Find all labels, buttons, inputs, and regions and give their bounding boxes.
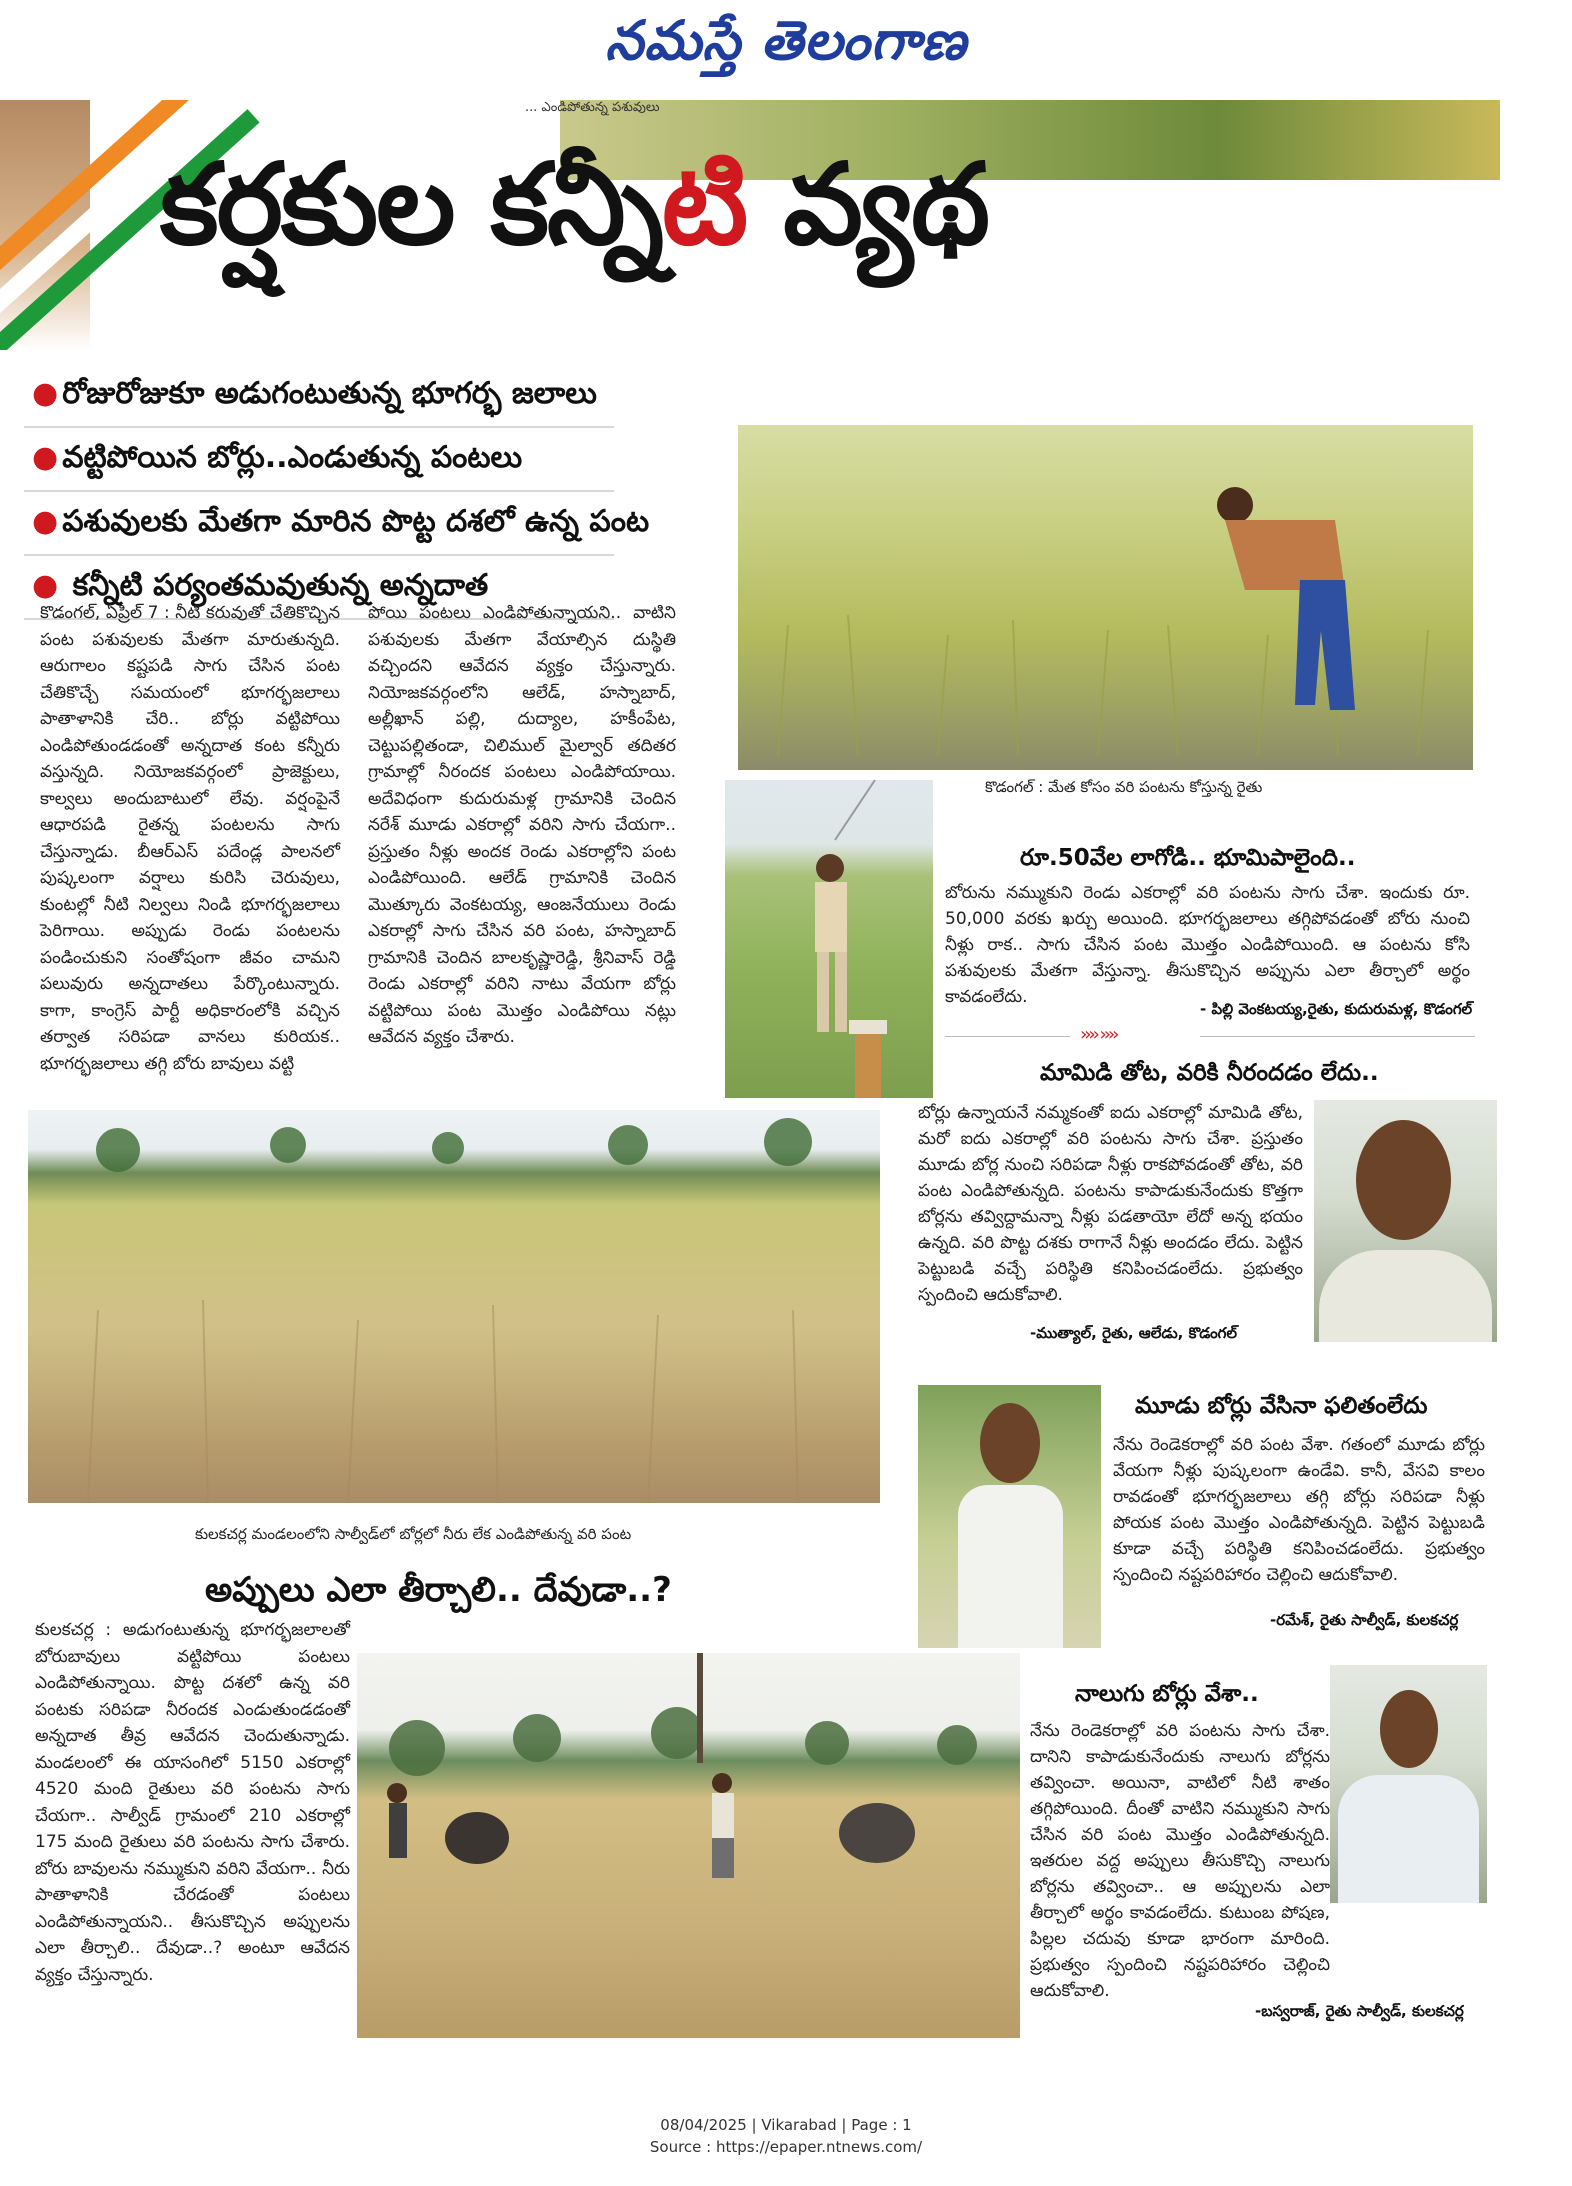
quote4-text-top <box>1030 1718 1330 2004</box>
shirt <box>1338 1775 1479 1903</box>
face <box>1356 1120 1451 1240</box>
footer-date-edition: 08/04/2025 | Vikarabad | Page : 1 <box>660 2116 912 2134</box>
main-photo-farmer-cutting-paddy <box>738 425 1473 770</box>
newspaper-logo: నమస్తే తెలంగాణ <box>605 8 967 72</box>
page-footer <box>0 2114 1572 2158</box>
white-vest <box>958 1485 1063 1648</box>
bullet-item: ● రోజురోజుకూ అడుగంటుతున్న భూగర్భ జలాలు <box>24 370 614 428</box>
article-column-2: పోయి పంటలు ఎండిపోతున్నాయని.. వాటిని పశువులకు మేతగా వేయాల్సిన దుస్థితి వచ్చిందని ఆవేదన వ్యక్తం చేస్తున్నారు. నియోజకవర్గంలోని ఆలేడ్, హస్నాబాద్, అల్లీఖాన్ పల్లి, దుద్యాల, హకీంపేట, చెట్టుపల్లితండా, చిలిముల్ మైల్వార్ తదితర గ్రామాల్లో నీరందక పంటలు ఎండిపోయాయి. అదేవిధంగా కుదురుమళ్ల గ్రామానికి చెందిన నరేశ్ మూడు ఎకరాల్లో వరిని సాగు చేయగా.. ప్రస్తుతం నీళ్లు అందక రెండు ఎకరాల్లోని పంట ఎండిపోయింది. ఆలేడ్ గ్రామానికి చెందిన మొత్కూరు వెంకటయ్య, ఆంజనేయులు రెండు ఎకరాల్లో సాగు చేసిన వరి పంట, హస్నాబాద్ గ్రామానికి చెందిన బాలకృష్ణారెడ్డి, శ్రీనివాస్ రెడ్డి రెండు ఎకరాల్లో వరిని నాటు వేయగా బోర్లు వట్టిపోయి పంట మొత్తం ఎండిపోయి నట్లు ఆవేదన వ్యక్తం చేశారు. <box>368 603 676 1047</box>
bullet-item: ● పశువులకు మేతగా మారిన పొట్ట దశలో ఉన్న పంట <box>24 498 614 556</box>
quote1-text: బోరును నమ్ముకుని రెండు ఎకరాల్లో వరి పంటను సాగు చేశా. ఇందుకు రూ. 50,000 వరకు ఖర్చు అయింది. భూగర్భజలాలు తగ్గిపోవడంతో బోరు నుంచి నీళ్లు రాక.. సాగు చేసిన పంట మొత్తం ఎండిపోయింది. ఆ పంటను కోసి పశువులకు మేతగా వేస్తున్నా. తీసుకొచ్చిన అప్పును ఎలా తీర్చాలో అర్థం కావడంలేదు. <box>945 883 1470 1007</box>
quote4-signature: -బస్వరాజ్, రైతు సాల్వీడ్, కులకచర్ల <box>1255 2002 1464 2020</box>
main-photo-caption: కొడంగల్ : మేత కోసం వరి పంటను కోస్తున్న రైతు <box>985 778 1263 796</box>
quote1-heading: రూ.50వేల లాగోడి.. భూమిపాలైంది.. <box>1020 845 1356 871</box>
article2-text: కులకచర్ల : అడుగంటుతున్న భూగర్భజలాలతో బోరుబావులు వట్టిపోయి పంటలు ఎండిపోతున్నాయి. పొట్ట దశలో ఉన్న వరి పంటకు సరిపడా నీరందక ఎండుతుండడంతో అన్నదాత తీవ్ర ఆవేదన చెందుతున్నాడు. మండలంలో ఈ యాసంగిలో 5150 ఎకరాల్లో 4520 మంది రైతులు వరి పంటను సాగు చేయగా.. సాల్వీడ్ గ్రామంలో 210 ఎకరాల్లో 175 మంది రైతులు వరి పంటను సాగు చేశారు. బోరు బావులను నమ్ముకుని వరిని వేయగా.. నీరు పాతాళానికి చేరడంతో పంటలు ఎండిపోతున్నాయని.. తీసుకొచ్చిన అప్పులను ఎలా తీర్చాలి.. దేవుడా..? అంటూ ఆవేదన వ్యక్తం చేస్తున్నారు. <box>35 1620 350 1985</box>
farmer-pipe-illustration <box>725 780 933 1098</box>
portrait-muthyal <box>1314 1100 1497 1342</box>
photo-farmer-with-borewell-pipe <box>725 780 933 1098</box>
quote1-signature: - పిల్లి వెంకటయ్య,రైతు, కుదురుమళ్ల, కొడంగల్ <box>1200 1000 1473 1018</box>
quote2-heading: మామిడి తోట, వరికి నీరందడం లేదు.. <box>1040 1060 1379 1086</box>
portrait-baswaraj <box>1330 1665 1487 1903</box>
bullet-list <box>24 370 650 626</box>
quote2-text: బోర్లు ఉన్నాయనే నమ్మకంతో ఐదు ఎకరాల్లో మామిడి తోట, మరో ఐదు ఎకరాల్లో వరి పంటను సాగు చేశా. ప్రస్తుతం మూడు బోర్ల నుంచి సరిపడా నీళ్లు రాకపోవడంతో తోట, వరి పంట ఎండిపోతున్నది. పంటను కాపాడుకునేందుకు కొత్తగా బోర్లను తవ్విద్దామన్నా నీళ్లు పడతాయో లేదో అన్న భయం ఉన్నది. వరి పొట్ట దశకు రాగానే నీళ్లు అందడం లేదు. పెట్టిన పెట్టుబడి వచ్చే పరిస్థితి కనిపించడంలేదు. ప్రభుత్వం స్పందించి ఆదుకోవాలి. <box>918 1103 1303 1305</box>
portrait-ramesh <box>918 1385 1101 1648</box>
face <box>980 1403 1040 1483</box>
divider-line <box>945 1036 1070 1037</box>
quote4-text: నేను రెండెకరాల్లో వరి పంటను సాగు చేశా. దానిని కాపాడుకునేందుకు నాలుగు బోర్లను తవ్వించా. అయినా, వాటిలో నీటి శాతం తగ్గిపోయింది. దీంతో వాటిని నమ్ముకుని సాగు చేసిన వరి పంట మొత్తం ఎండిపోతున్నది. ఇతరుల వద్ద అప్పులు తీసుకొచ్చి నాలుగు బోర్లను తవ్వించా.. ఆ అప్పులను ఎలా తీర్చాలో అర్థం కావడంలేదు. కుటుంబ పోషణ, పిల్లల చదువు కూడా భారంగా మారింది. ప్రభుత్వం స్పందించి నష్టపరిహారం చెల్లించి ఆదుకోవాలి. <box>1030 1721 1330 2001</box>
footer-source: Source : https://epaper.ntnews.com/ <box>649 2138 923 2156</box>
dried-field-illustration <box>28 1110 880 1503</box>
farmer-figure <box>1205 480 1365 720</box>
masthead <box>0 0 1572 100</box>
cattle-field-illustration <box>357 1653 1020 2038</box>
quote4-heading: నాలుగు బోర్లు వేశా.. <box>1075 1681 1259 1707</box>
photo-cattle-grazing-dried-crop <box>357 1653 1020 2038</box>
face <box>1380 1690 1438 1768</box>
quote3-heading: మూడు బోర్లు వేసినా ఫలితంలేదు <box>1135 1393 1428 1419</box>
bullet-item: ● వట్టిపోయిన బోర్లు..ఎండుతున్న పంటలు <box>24 434 614 492</box>
headline <box>160 140 988 298</box>
bullet-item: ● కన్నీటి పర్యంతమవుతున్న అన్నదాత <box>24 562 614 620</box>
banner-caption: ... ఎండిపోతున్న పశువులు <box>525 100 660 115</box>
headline-part2: ్నీటి <box>661 140 747 270</box>
checked-shirt <box>1319 1250 1492 1342</box>
headline-part1: కర్షకుల కన <box>160 140 662 270</box>
quote3-signature: -రమేశ్, రైతు సాల్వీడ్, కులకచర్ల <box>1270 1611 1459 1629</box>
article-column-1: కొడంగల్, ఏప్రిల్ 7 : నీటి కరువుతో చేతికొచ్చిన పంట పశువులకు మేతగా మారుతున్నది. ఆరుగాలం కష్టపడి సాగు చేసిన పంట చేతికొచ్చే సమయంలో భూగర్భజలాలు పాతాళానికి చేరి.. బోర్లు వట్టిపోయి ఎండిపోతుండడంతో అన్నదాత కంట కన్నీరు వస్తున్నది. నియోజకవర్గంలో ప్రాజెక్టులు, కాల్వలు అందుబాటులో లేవు. వర్షంపైనే ఆధారపడి రైతన్న పంటలను సాగు చేస్తున్నాడు. బీఆర్ఎస్ పదేండ్ల పాలనలో పుష్కలంగా వర్షాలు కురిసి చెరువులు, కుంటల్లో నీటి నిల్వలు నిండి భూగర్భజలాలు పెరిగాయి. అప్పుడు రెండు పంటలను పండించుకుని సంతోషంగా జీవం చామని పలువురు అన్నదాతలు పేర్కొంటున్నారు. కాగా, కాంగ్రెస్ పార్టీ అధికారంలోకి వచ్చిన తర్వాత సరిపడా వానలు కురియక.. భూగర్భజలాలు తగ్గి బోరు బావులు వట్టి <box>40 603 340 1074</box>
headline-part3: వ్యథ <box>746 140 989 270</box>
photo-dried-paddy-field <box>28 1110 880 1503</box>
article2-heading: అప్పులు ఎలా తీర్చాలి.. దేవుడా..? <box>205 1570 672 1610</box>
quote2-signature: -ముత్యాల్, రైతు, ఆలేడు, కొడంగల్ <box>1030 1324 1238 1342</box>
field-photo-caption: కులకచర్ల మండలంలోని సాల్వీడ్‌లో బోర్లలో నీరు లేక ఎండిపోతున్న వరి పంట <box>195 1525 632 1543</box>
quote3-text: నేను రెండెకరాల్లో వరి పంట వేశా. గతంలో మూడు బోర్లు వేయగా నీళ్లు పుష్కలంగా ఉండేవి. కానీ, వేసవి కాలం రావడంతో భూగర్భజలాలు తగ్గి బోర్లు సరిపడా నీళ్లు పోయక పంట మొత్తం ఎండిపోతున్నది. పెట్టిన పెట్టుబడి కూడా వచ్చే పరిస్థితి కనిపించడంలేదు. ప్రభుత్వం స్పందించి నష్టపరిహారం చెల్లించి ఆదుకోవాలి. <box>1113 1435 1485 1585</box>
divider-chevrons: ›››› ›››› <box>1080 1024 1117 1045</box>
divider-line <box>1200 1036 1475 1037</box>
